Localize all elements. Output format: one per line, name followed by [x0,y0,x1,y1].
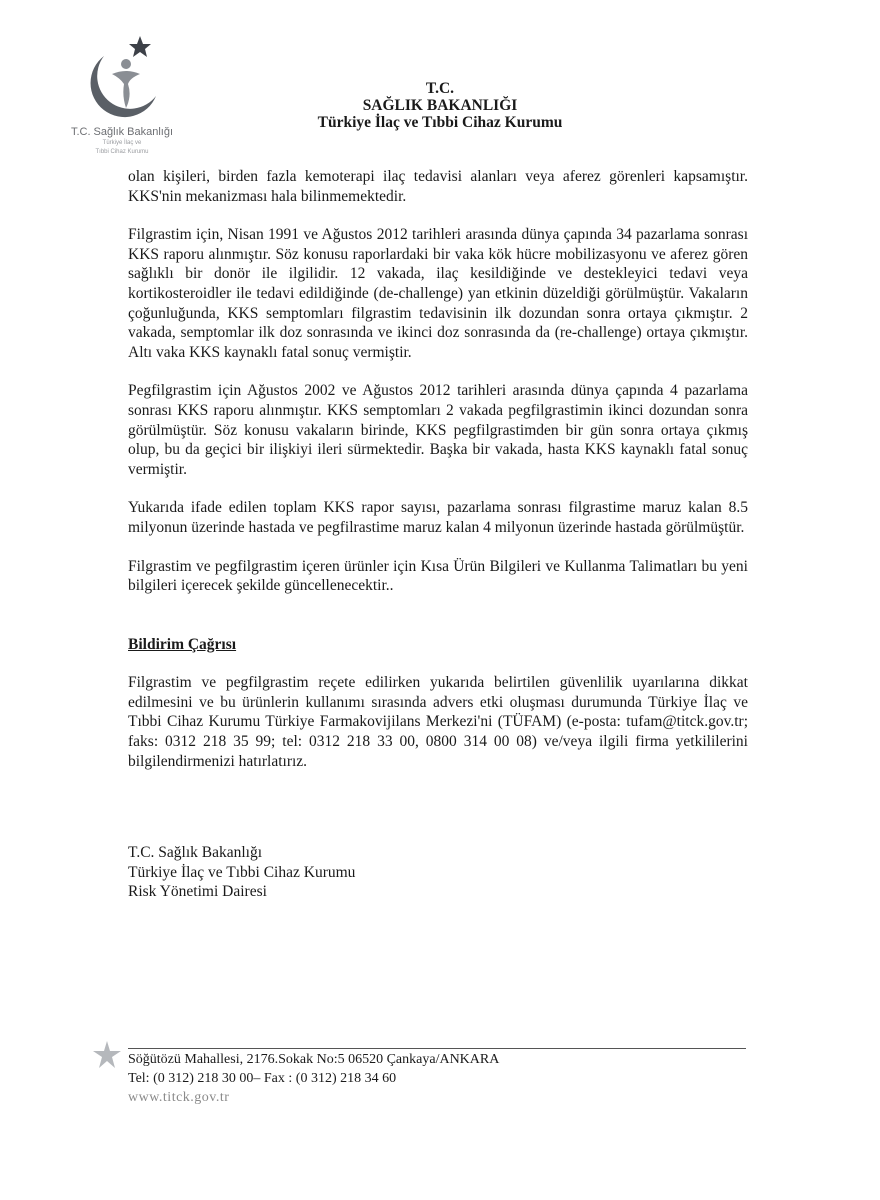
section-heading: Bildirim Çağrısı [128,635,237,653]
header-tc: T.C. [425,80,455,97]
paragraph-3: Pegfilgrastim için Ağustos 2002 ve Ağustos 2012 tarihleri arasında dünya çapında 4 pazarlama sonrası KKS raporu alınmıştır. KKS semptomları 2 vakada pegfilgrastimin ikinci dozundan sonra görülmüştür. Söz konusu vakaların birinde, KKS pegfilgrastimden bir gün sonra ortaya çıkmış olup, bu da geçici bir ilişkiyi ileri sürmektedir. Başka bir vakada, hasta KKS kaynaklı fatal sonuç vermiştir. [128,382,748,478]
paragraph-2: Filgrastim için, Nisan 1991 ve Ağustos 2012 tarihleri arasında dünya çapında 34 pazarlama sonrası KKS raporu alınmıştır. Söz konusu raporlardaki bir vaka kök hücre mobilizasyonu ve aferez gören sağlıklı bir donör ile ilgilidir. 12 vakada, ilaç kesildiğinde ve destekleyici tedavi veya kortikosteroidler ile tedavi edildiğinde (de-challenge) yan etkinin düzeldiği görülmüştür. Vakaların çoğunluğunda, KKS semptomları filgrastim tedavisinin ilk dozundan sonra ortaya çıkmıştır. 2 vakada, semptomlar ilk doz sonrasında ve ikinci doz sonrasında da (re-challenge) ortaya çıkmıştır. Altı vaka KKS kaynaklı fatal sonuç vermiştir. [128,226,748,361]
signature-line-3: Risk Yönetimi Dairesi [128,883,267,901]
signature-line-2: Türkiye İlaç ve Tıbbi Cihaz Kurumu [128,863,356,881]
document-body [128,167,748,771]
crescent-star-icon [82,34,162,126]
ministry-logo [62,34,182,154]
paragraph-1: olan kişileri, birden fazla kemoterapi ilaç tedavisi alanları veya aferez görenleri kapsamıştır. KKS'nin mekanizması hala bilinmemektedir. [128,168,748,205]
paragraph-4: Yukarıda ifade edilen toplam KKS rapor sayısı, pazarlama sonrası filgrastime maruz kalan 8.5 milyonun üzerinde hastada ve pegfilrastime maruz kalan 4 milyonun üzerinde hastada görülmüştür. [128,499,748,536]
footer-website[interactable]: www.titck.gov.tr [128,1090,230,1105]
header-agency: Türkiye İlaç ve Tıbbi Cihaz Kurumu [317,114,563,131]
header-ministry: SAĞLIK BAKANLIĞI [362,97,518,114]
footer [128,1050,499,1107]
signature-line-1: T.C. Sağlık Bakanlığı [128,844,263,861]
footer-star-icon [92,1040,122,1070]
footer-divider [128,1048,746,1049]
signature-block [128,843,355,902]
letterhead [290,80,590,131]
logo-subtitle-1: Türkiye İlaç ve [102,140,142,146]
footer-address: Söğütözü Mahallesi, 2176.Sokak No:5 06520 Çankaya/ANKARA [128,1052,500,1067]
footer-phone: Tel: (0 312) 218 30 00– Fax : (0 312) 218 34 60 [128,1071,397,1086]
logo-subtitle-2: Tıbbi Cihaz Kurumu [95,149,149,155]
paragraph-6: Filgrastim ve pegfilgrastim reçete edilirken yukarıda belirtilen güvenlilik uyarılarına dikkat edilmesini ve bu ürünlerin kullanımı sırasında advers etki oluşması durumunda Türkiye İlaç ve Tıbbi Cihaz Kurumu Türkiye Farmakovijilans Merkezi'ni (TÜFAM) (e-posta: tufam@titck.gov.tr; faks: 0312 218 35 99; tel: 0312 218 33 00, 0800 314 00 08) ve/veya ilgili firma yetkililerini bilgilendirmenizi hatırlatırız. [128,674,748,770]
logo-title: T.C. Sağlık Bakanlığı [70,126,174,138]
paragraph-5: Filgrastim ve pegfilgrastim içeren ürünler için Kısa Ürün Bilgileri ve Kullanma Talimatları bu yeni bilgileri içerecek şekilde güncellenecektir.. [128,557,748,595]
